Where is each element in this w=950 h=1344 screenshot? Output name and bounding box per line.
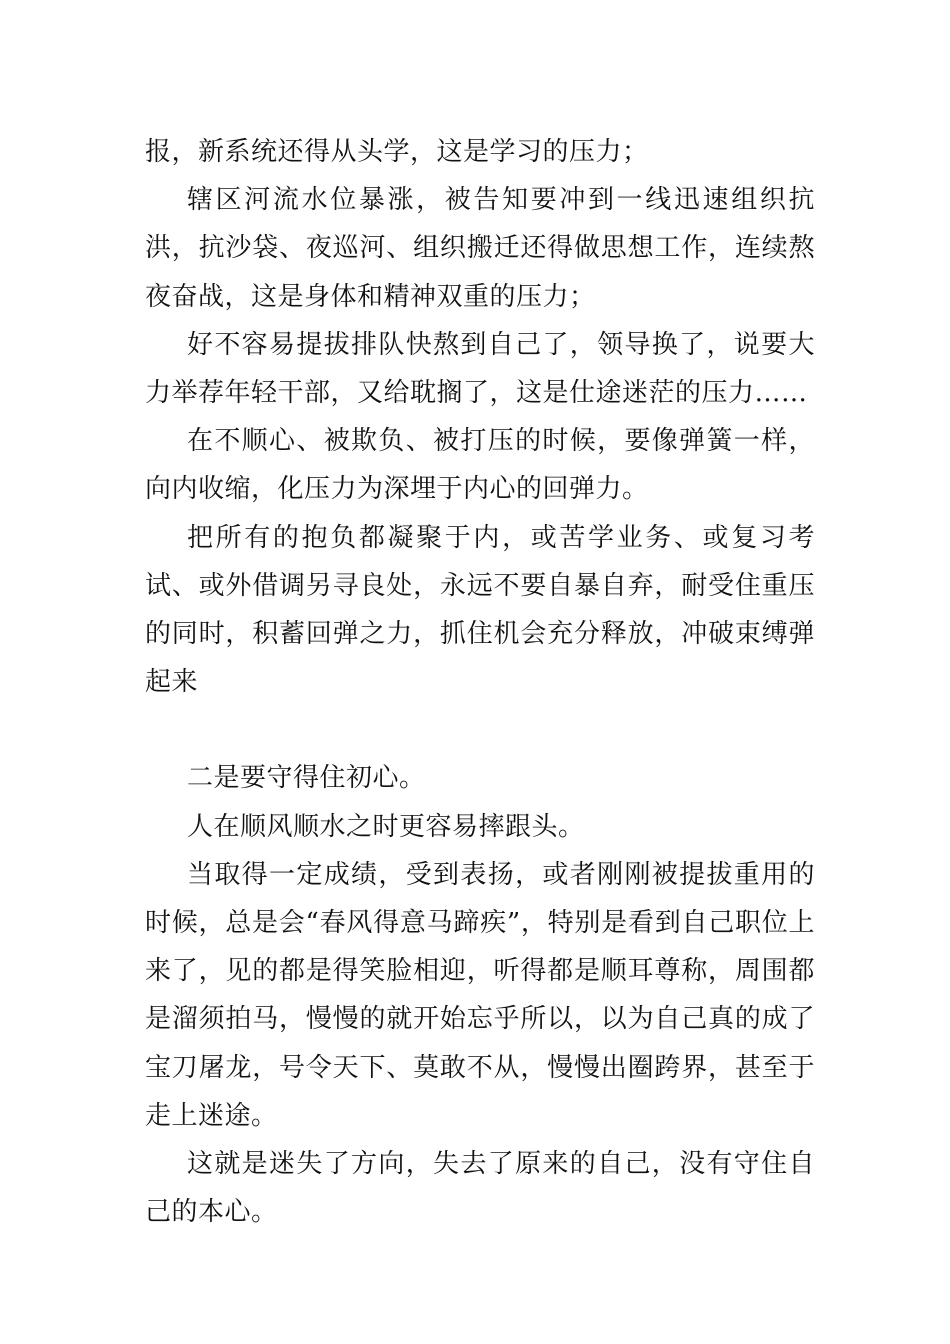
paragraph-ambition: 把所有的抱负都凝聚于内，或苦学业务、或复习考试、或外借调另寻良处，永远不要自暴自弃，耐受住重压的同时，积蓄回弹之力，抓住机会充分释放，冲破束缚弹起来	[145, 522, 815, 698]
document-body	[145, 128, 815, 1236]
paragraph-continuation: 报，新系统还得从头学，这是学习的压力；	[145, 137, 649, 167]
paragraph-promotion-pressure: 好不容易提拔排队快熬到自己了，领导换了，说要大力举荐年轻干部，又给耽搁了，这是仕途迷茫的压力……	[145, 329, 815, 409]
paragraph-smooth-sailing: 人在顺风顺水之时更容易摔跟头。	[187, 811, 585, 842]
paragraph-spring-analogy: 在不顺心、被欺负、被打压的时候，要像弹簧一样，向内收缩，化压力为深埋于内心的回弹力。	[145, 426, 815, 505]
paragraph-lost-direction: 这就是迷失了方向，失去了原来的自己，没有守住自己的本心。	[145, 1149, 815, 1228]
paragraph-flood-pressure: 辖区河流水位暴涨，被告知要冲到一线迅速组织抗洪，抗沙袋、夜巡河、组织搬迁还得做思想工作，连续熬夜奋战，这是身体和精神双重的压力；	[145, 185, 815, 312]
paragraph-success-complacency: 当取得一定成绩，受到表扬，或者刚刚被提拔重用的时候，总是会“春风得意马蹄疾”，特别是看到自己职位上来了，见的都是得笑脸相迎，听得都是顺耳尊称，周围都是溜须拍马，慢慢的就开始忘乎所以，以为自己真的成了宝刀屠龙，号令天下、莫敢不从，慢慢出圈跨界，甚至于走上迷途。	[145, 859, 815, 1131]
section-heading-two: 二是要守得住初心。	[187, 763, 426, 794]
